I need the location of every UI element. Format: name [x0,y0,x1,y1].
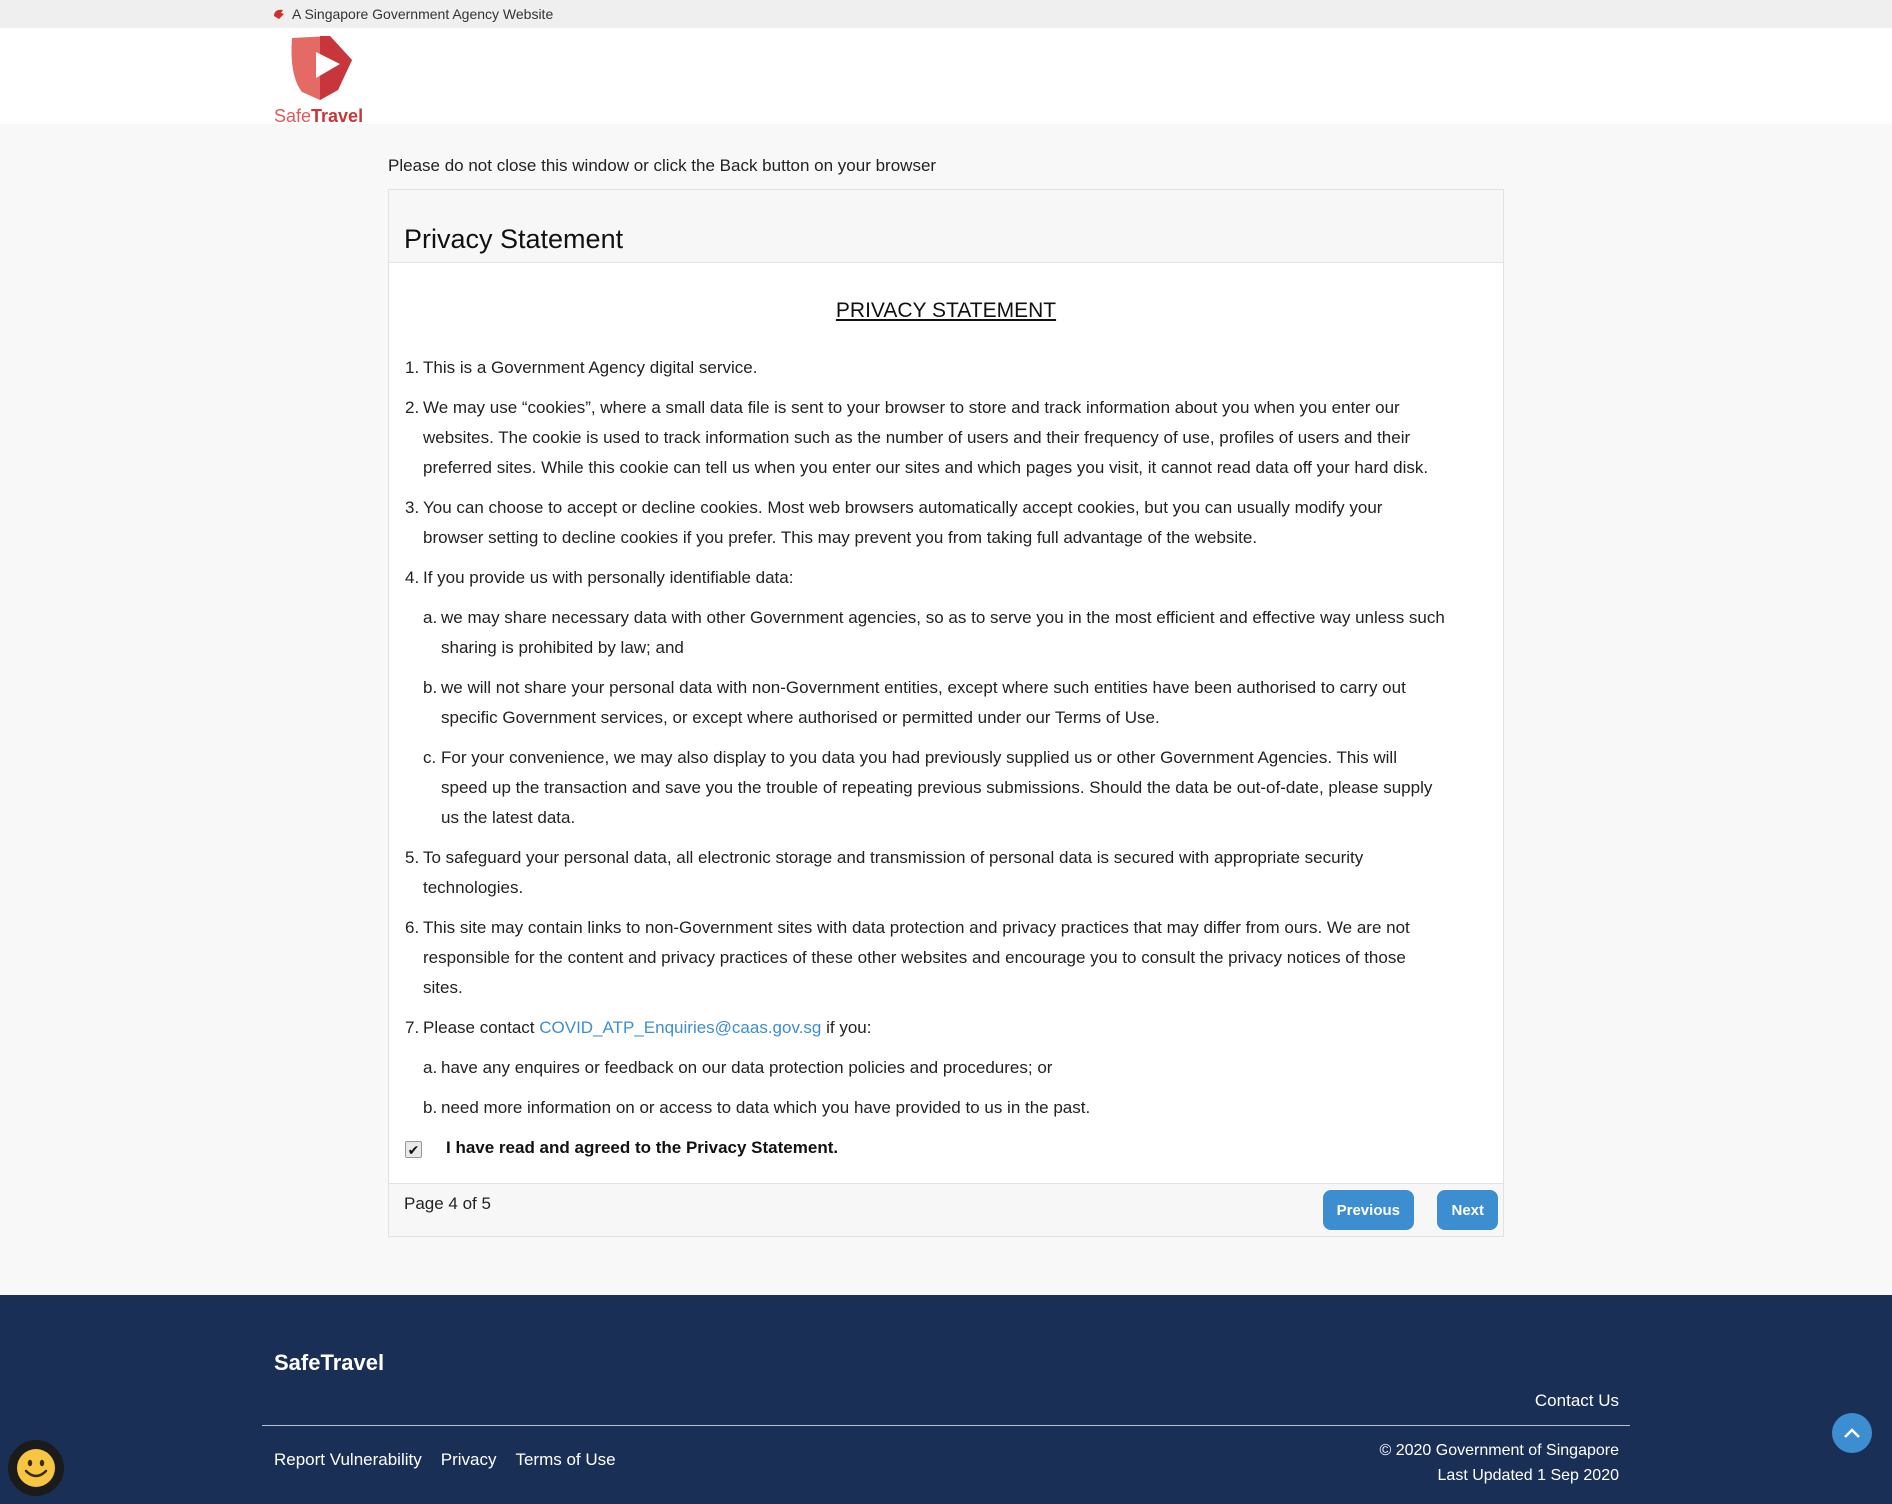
site-footer [0,1295,1892,1504]
logo-wordmark: SafeTravel [274,106,364,126]
privacy-content [389,299,1503,1158]
next-button[interactable]: Next [1437,1190,1498,1230]
singapore-lion-icon [272,7,286,21]
list-item: 5. To safeguard your personal data, all electronic storage and transmission of personal data is secured with appropriate security technologies. [405,848,1364,897]
previous-button[interactable]: Previous [1323,1190,1414,1230]
smiley-icon [16,1448,56,1488]
list-item: 4. If you provide us with personally identifiable data: [405,568,794,587]
list-subitem: a. have any enquires or feedback on our data protection policies and procedures; or [423,1058,1053,1077]
list-item: 2. We may use “cookies”, where a small data file is sent to your browser to store and track information about you when you enter our websites. The cookie is used to track information such as the number of users and their frequency of use, profiles of users and their preferred sites. While this cookie can tell us when you enter our sites and which pages you visit, it cannot read data off your hard disk. [405,398,1429,477]
contact-email-link[interactable]: COVID_ATP_Enquiries@caas.gov.sg [539,1018,822,1037]
copyright-text: © 2020 Government of Singapore [1379,1442,1619,1459]
footer-brand: SafeTravel [274,1350,385,1375]
list-subitem: a. we may share necessary data with other Government agencies, so as to serve you in the most efficient and effective way unless such sharing is prohibited by law; and [423,608,1445,657]
back-to-top-button[interactable] [1832,1413,1872,1453]
page-title: Privacy Statement [404,224,624,254]
card-header [389,190,1503,263]
shield-play-icon [286,34,358,104]
last-updated-text: Last Updated 1 Sep 2020 [1437,1467,1619,1484]
list-subitem: b. we will not share your personal data with non-Government entities, except where such entities have been authorised to carry out specific Government services, or except where authorised or permitted under our Terms of Use. [423,678,1406,727]
agree-row [405,1137,1487,1158]
chevron-up-icon [1843,1427,1861,1439]
footer-links [274,1450,616,1470]
terms-of-use-link[interactable]: Terms of Use [515,1450,616,1469]
footer-copyright [1380,1438,1620,1488]
safetravel-logo[interactable] [272,34,372,124]
agree-label[interactable]: I have read and agreed to the Privacy Statement. [446,1137,839,1157]
footer-divider [262,1425,1630,1426]
government-masthead [0,0,1892,28]
report-vulnerability-link[interactable]: Report Vulnerability [274,1450,422,1469]
checkmark-icon: ✔ [407,1141,420,1158]
list-subitem: c. For your convenience, we may also display to you data you had previously supplied us or other Government Agencies. This will speed up the transaction and save you the trouble of repeating previous submissions. Should the data be out-of-date, please supply us the latest data. [423,748,1433,827]
privacy-link[interactable]: Privacy [440,1450,497,1469]
document-heading: PRIVACY STATEMENT [835,299,1057,322]
list-item: 1. This is a Government Agency digital service. [405,358,758,377]
privacy-card [388,189,1504,1237]
feedback-button[interactable] [8,1440,64,1496]
card-footer [389,1183,1503,1236]
page-indicator: Page 4 of 5 [404,1194,491,1213]
site-header [0,28,1892,124]
agree-checkbox[interactable] [405,1141,422,1158]
list-item: 7. Please contact COVID_ATP_Enquiries@caas.gov.sg if you: [405,1018,872,1037]
list-subitem: b. need more information on or access to data which you have provided to us in the past. [423,1098,1091,1117]
masthead-text: A Singapore Government Agency Website [292,6,554,22]
do-not-close-notice: Please do not close this window or click the Back button on your browser [388,156,937,175]
list-item: 6. This site may contain links to non-Government sites with data protection and privacy practices that may differ from ours. We are not responsible for the content and privacy practices of these other websites and encourage you to consult the privacy notices of those sites. [405,918,1410,997]
list-item: 3. You can choose to accept or decline cookies. Most web browsers automatically accept cookies, but you can usually modify your browser setting to decline cookies if you prefer. This may prevent you from taking full advantage of the website. [405,498,1383,547]
contact-us-link[interactable]: Contact Us [1534,1391,1619,1410]
